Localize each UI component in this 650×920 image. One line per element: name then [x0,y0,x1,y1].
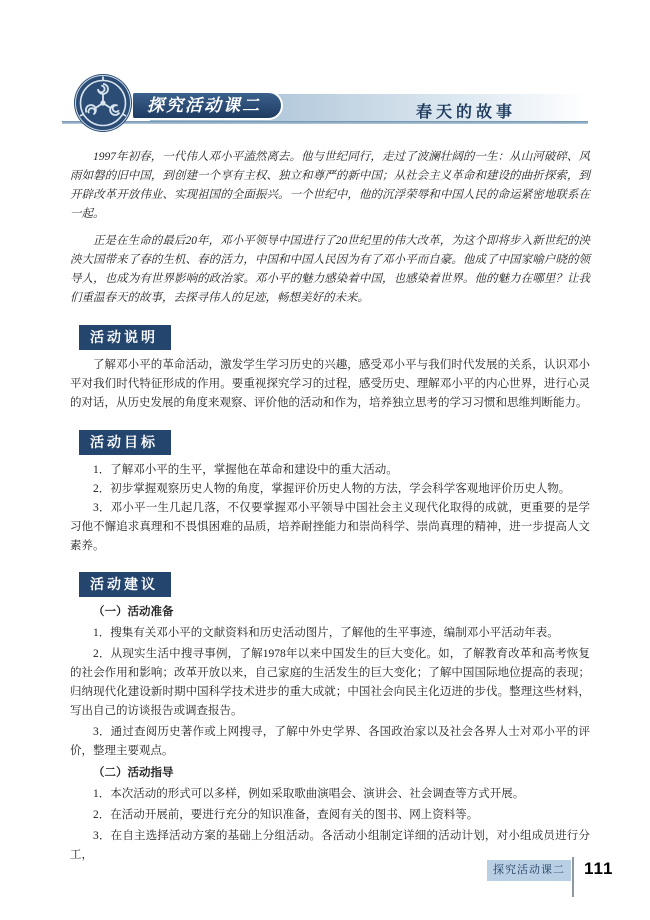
subsection-title-preparation: （一）活动准备 [93,606,174,618]
section-activity-suggestions [79,572,590,597]
page-title: 春天的故事 [416,104,517,121]
preparation-item: 3．通过查阅历史著作或上网搜寻，了解中外史学界、各国政治家以及社会各界人士对邓小平的评价，整理主要观点。 [70,726,590,757]
goal-item: 1．了解邓小平的生平，掌握他在革命和建设中的重大活动。 [93,464,398,476]
page-number: 111 [584,859,614,878]
guidance-item: 3．在自主选择活动方案的基础上分组活动。各活动小组制定详细的活动计划，对小组成员进行分工， [70,830,590,861]
footer-lesson-tab: 探究活动课二 [487,860,571,881]
intro-paragraph-2: 正是在生命的最后20年，邓小平领导中国进行了20世纪里的伟大改革，为这个即将步入新世纪的泱泱大国带来了春的生机、春的活力，中国和中国人民因为有了邓小平而自豪。他成了中国家喻户晓的领导人，也成为有世界影响的政治家。邓小平的魅力感染着中国，也感染着世界。他的魅力在哪里？让我们重温春天的故事，去探寻伟人的足迹，畅想美好的未来。 [70,235,590,304]
subsection-title-guidance: （二）活动指导 [93,767,174,779]
section-heading-activity-notes: 活动说明 [79,325,171,350]
section-activity-goals [79,430,590,455]
activity-notes-text: 了解邓小平的革命活动，激发学生学习历史的兴趣，感受邓小平与我们时代发展的关系，认识邓小平对我们时代特征形成的作用。要重视探究学习的过程，感受历史、理解邓小平的内心世界，进行心灵的对话，从历史发展的角度来观察、评价他的活动和作为，培养独立思考的学习习惯和思维判断能力。 [70,359,590,409]
preparation-item: 1．搜集有关邓小平的文献资料和历史活动图片，了解他的生平事迹，编制邓小平活动年表。 [93,627,559,639]
guidance-item: 1．本次活动的形式可以多样，例如采取歌曲演唱会、演讲会、社会调查等方式开展。 [93,788,525,800]
section-heading-activity-suggestions: 活动建议 [79,572,171,597]
section-heading-activity-goals: 活动目标 [79,430,171,455]
lesson-badge: 探究活动课二 [131,91,283,120]
goal-item: 2．初步掌握观察历史人物的角度，掌握评价历史人物的方法，学会科学客观地评价历史人物。 [93,483,571,495]
intro-paragraph-1: 1997年初春，一代伟人邓小平溘然离去。他与世纪同行，走过了波澜壮阔的一生：从山河破碎、风雨如磐的旧中国，到创建一个享有主权、独立和尊严的新中国；从社会主义革命和建设的曲折探索，到开辟改革开放伟业、实现祖国的全面振兴。一个世纪中，他的沉浮荣辱和中国人民的命运紧密地联系在一起。 [70,151,590,220]
guidance-item: 2．在活动开展前，要进行充分的知识准备，查阅有关的图书、网上资料等。 [93,809,479,821]
goal-item: 3．邓小平一生几起几落，不仅要掌握邓小平领导中国社会主义现代化取得的成就，更重要的是学习他不懈追求真理和不畏惧困难的品质，培养耐挫能力和崇尚科学、崇尚真理的精神，进一步提高人文素养。 [70,502,590,552]
page-header [0,0,650,140]
seal-pattern-icon [72,72,134,134]
footer-divider [572,857,574,897]
preparation-item: 2．从现实生活中搜寻事例，了解1978年以来中国发生的巨大变化。如，了解教育改革和高考恢复的社会作用和影响；改革开放以来，自己家庭的生活发生的巨大变化；了解中国国际地位提高的表现；归纳现代化建设新时期中国科学技术进步的重大成就；中国社会向民主化迈进的步伐。整理这些材料，写出自己的访谈报告或调查报告。 [70,648,590,717]
section-activity-notes [79,325,590,350]
page-body [70,148,590,865]
